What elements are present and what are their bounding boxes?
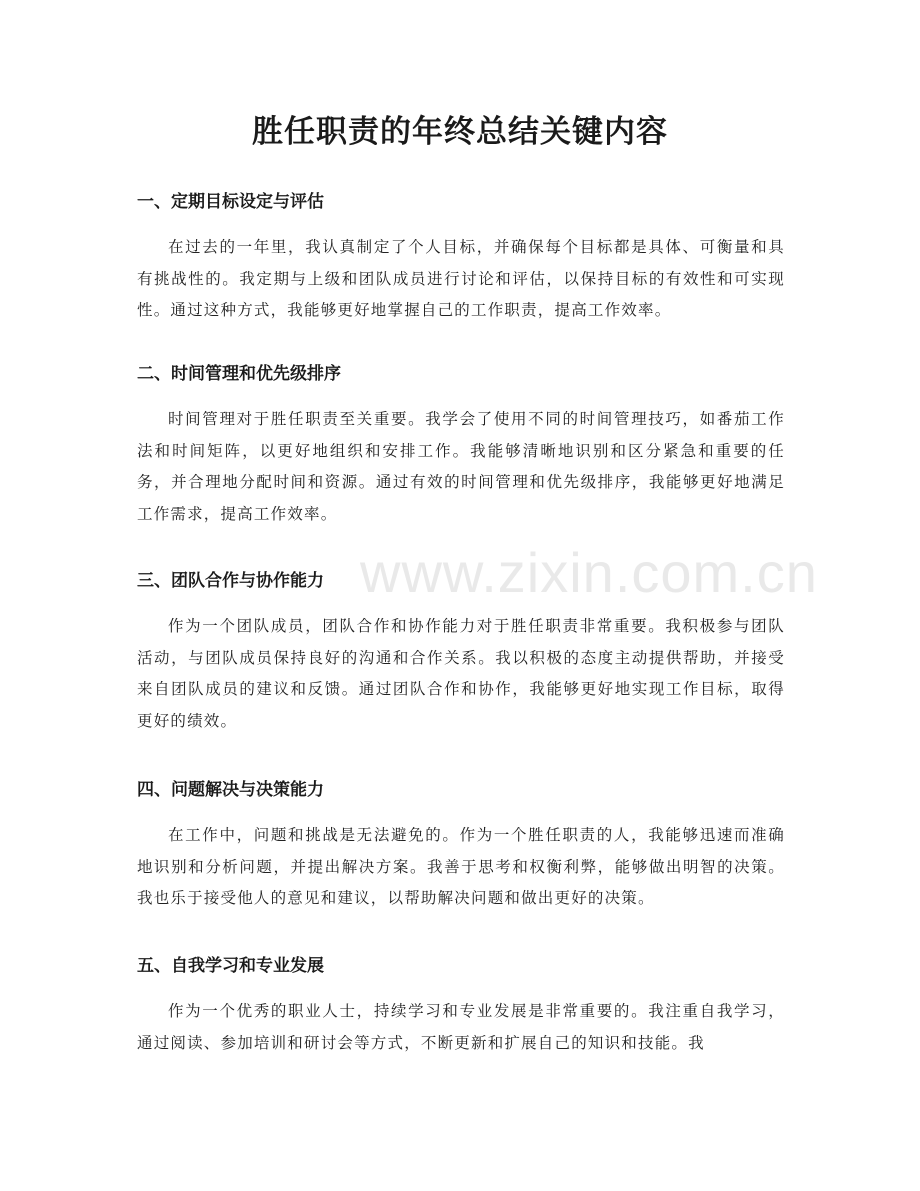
section-time-management (137, 361, 785, 530)
section-body: 在过去的一年里，我认真制定了个人目标，并确保每个目标都是具体、可衡量和具有挑战性的。我定期与上级和团队成员进行讨论和评估，以保持目标的有效性和可实现性。通过这种方式，我能够更好地掌握自己的工作职责，提高工作效率。 (137, 238, 785, 319)
section-body: 作为一个团队成员，团队合作和协作能力对于胜任职责非常重要。我积极参与团队活动，与团队成员保持良好的沟通和合作关系。我以积极的态度主动提供帮助，并接受来自团队成员的建议和反馈。通过团队合作和协作，我能够更好地实现工作目标，取得更好的绩效。 (137, 617, 785, 730)
section-heading: 一、定期目标设定与评估 (137, 192, 324, 212)
section-heading: 四、问题解决与决策能力 (137, 780, 324, 800)
section-heading: 五、自我学习和专业发展 (137, 956, 324, 976)
section-body: 时间管理对于胜任职责至关重要。我学会了使用不同的时间管理技巧，如番茄工作法和时间矩阵，以更好地组织和安排工作。我能够清晰地识别和区分紧急和重要的任务，并合理地分配时间和资源。通过有效的时间管理和优先级排序，我能够更好地满足工作需求，提高工作效率。 (137, 410, 785, 523)
section-body: 在工作中，问题和挑战是无法避免的。作为一个胜任职责的人，我能够迅速而准确地识别和分析问题，并提出解决方案。我善于思考和权衡利弊，能够做出明智的决策。我也乐于接受他人的意见和建议，以帮助解决问题和做出更好的决策。 (137, 826, 785, 907)
section-problem-solving (137, 777, 785, 915)
section-self-learning (137, 953, 785, 1059)
section-heading: 二、时间管理和优先级排序 (137, 364, 341, 384)
section-teamwork (137, 568, 785, 737)
section-heading: 三、团队合作与协作能力 (137, 571, 324, 591)
section-goal-setting (137, 189, 785, 327)
page-title: 胜任职责的年终总结关键内容 (252, 114, 668, 150)
section-body: 作为一个优秀的职业人士，持续学习和专业发展是非常重要的。我注重自我学习，通过阅读、参加培训和研讨会等方式，不断更新和扩展自己的知识和技能。我 (137, 1002, 785, 1052)
watermark-text: www.zixin.com.cn (360, 541, 818, 604)
